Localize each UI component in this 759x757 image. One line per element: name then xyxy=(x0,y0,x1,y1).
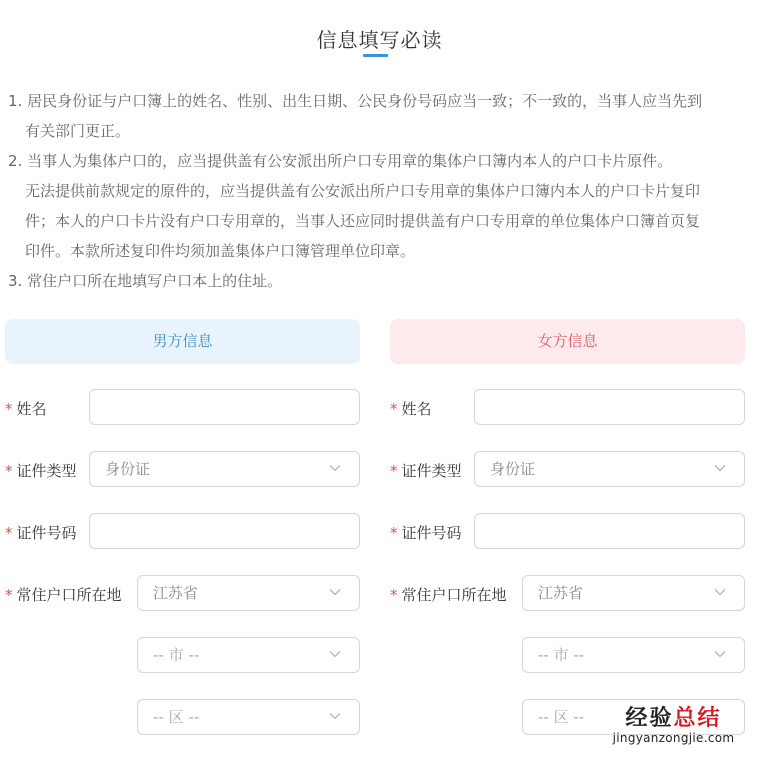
required-mark: * xyxy=(390,586,398,604)
female-name-input[interactable] xyxy=(474,389,745,425)
label-text: 证件号码 xyxy=(16,524,77,542)
chevron-down-icon xyxy=(714,650,726,658)
male-residence-label xyxy=(5,584,122,605)
notice-block xyxy=(8,86,753,296)
select-placeholder: -- 市 -- xyxy=(153,646,200,664)
label-text: 证件类型 xyxy=(16,462,77,480)
male-id-type-select[interactable] xyxy=(89,451,360,487)
notice-line: 2. 当事人为集体户口的，应当提供盖有公安派出所户口专用章的集体户口簿内本人的户口卡片原件。 xyxy=(8,152,673,170)
female-id-type-select[interactable] xyxy=(474,451,745,487)
page-title: 信息填写必读 xyxy=(316,28,443,52)
label-text: 常住户口所在地 xyxy=(401,586,507,604)
required-mark: * xyxy=(390,524,398,542)
select-value: 江苏省 xyxy=(538,584,584,602)
required-mark: * xyxy=(5,400,13,418)
notice-line: 印件。本款所述复印件均须加盖集体户口簿管理单位印章。 xyxy=(25,242,416,260)
female-name-label xyxy=(390,398,432,419)
notice-line: 件；本人的户口卡片没有户口专用章的，当事人还应同时提供盖有户口专用章的单位集体户口簿首页复 xyxy=(25,212,701,230)
select-placeholder: -- 区 -- xyxy=(538,708,585,726)
watermark-text: 经验 xyxy=(625,706,674,731)
watermark-text: 总结 xyxy=(673,706,722,731)
select-value: 身份证 xyxy=(490,460,536,478)
label-text: 姓名 xyxy=(16,400,47,418)
site-watermark xyxy=(596,707,751,745)
required-mark: * xyxy=(5,586,13,604)
male-province-select[interactable] xyxy=(137,575,360,611)
chevron-down-icon xyxy=(714,464,726,472)
female-city-select[interactable] xyxy=(522,637,745,673)
label-text: 证件类型 xyxy=(401,462,462,480)
watermark-url: jingyanzongjie.com xyxy=(612,731,735,745)
female-residence-label xyxy=(390,584,507,605)
male-info-header: 男方信息 xyxy=(5,319,360,364)
male-district-select[interactable] xyxy=(137,699,360,735)
label-text: 常住户口所在地 xyxy=(16,586,122,604)
label-text: 姓名 xyxy=(401,400,432,418)
watermark-logo xyxy=(596,707,751,731)
required-mark: * xyxy=(5,524,13,542)
required-mark: * xyxy=(390,462,398,480)
title-underline xyxy=(363,54,388,57)
required-mark: * xyxy=(390,400,398,418)
chevron-down-icon xyxy=(329,588,341,596)
notice-line: 1. 居民身份证与户口簿上的姓名、性别、出生日期、公民身份号码应当一致；不一致的，当事人应当先到 xyxy=(8,92,703,110)
male-id-number-input[interactable] xyxy=(89,513,360,549)
chevron-down-icon xyxy=(329,650,341,658)
male-id-number-label xyxy=(5,522,77,543)
select-placeholder: -- 区 -- xyxy=(153,708,200,726)
male-name-input[interactable] xyxy=(89,389,360,425)
male-name-label xyxy=(5,398,47,419)
chevron-down-icon xyxy=(329,464,341,472)
female-id-number-label xyxy=(390,522,462,543)
chevron-down-icon xyxy=(329,712,341,720)
female-province-select[interactable] xyxy=(522,575,745,611)
notice-line: 3. 常住户口所在地填写户口本上的住址。 xyxy=(8,272,283,290)
notice-line: 有关部门更正。 xyxy=(25,122,131,140)
select-value: 身份证 xyxy=(105,460,151,478)
female-id-type-label xyxy=(390,460,462,481)
female-info-header: 女方信息 xyxy=(390,319,745,364)
female-id-number-input[interactable] xyxy=(474,513,745,549)
male-id-type-label xyxy=(5,460,77,481)
select-value: 江苏省 xyxy=(153,584,199,602)
chevron-down-icon xyxy=(714,588,726,596)
male-city-select[interactable] xyxy=(137,637,360,673)
required-mark: * xyxy=(5,462,13,480)
label-text: 证件号码 xyxy=(401,524,462,542)
select-placeholder: -- 市 -- xyxy=(538,646,585,664)
notice-line: 无法提供前款规定的原件的，应当提供盖有公安派出所户口专用章的集体户口簿内本人的户口卡片复印 xyxy=(25,182,701,200)
